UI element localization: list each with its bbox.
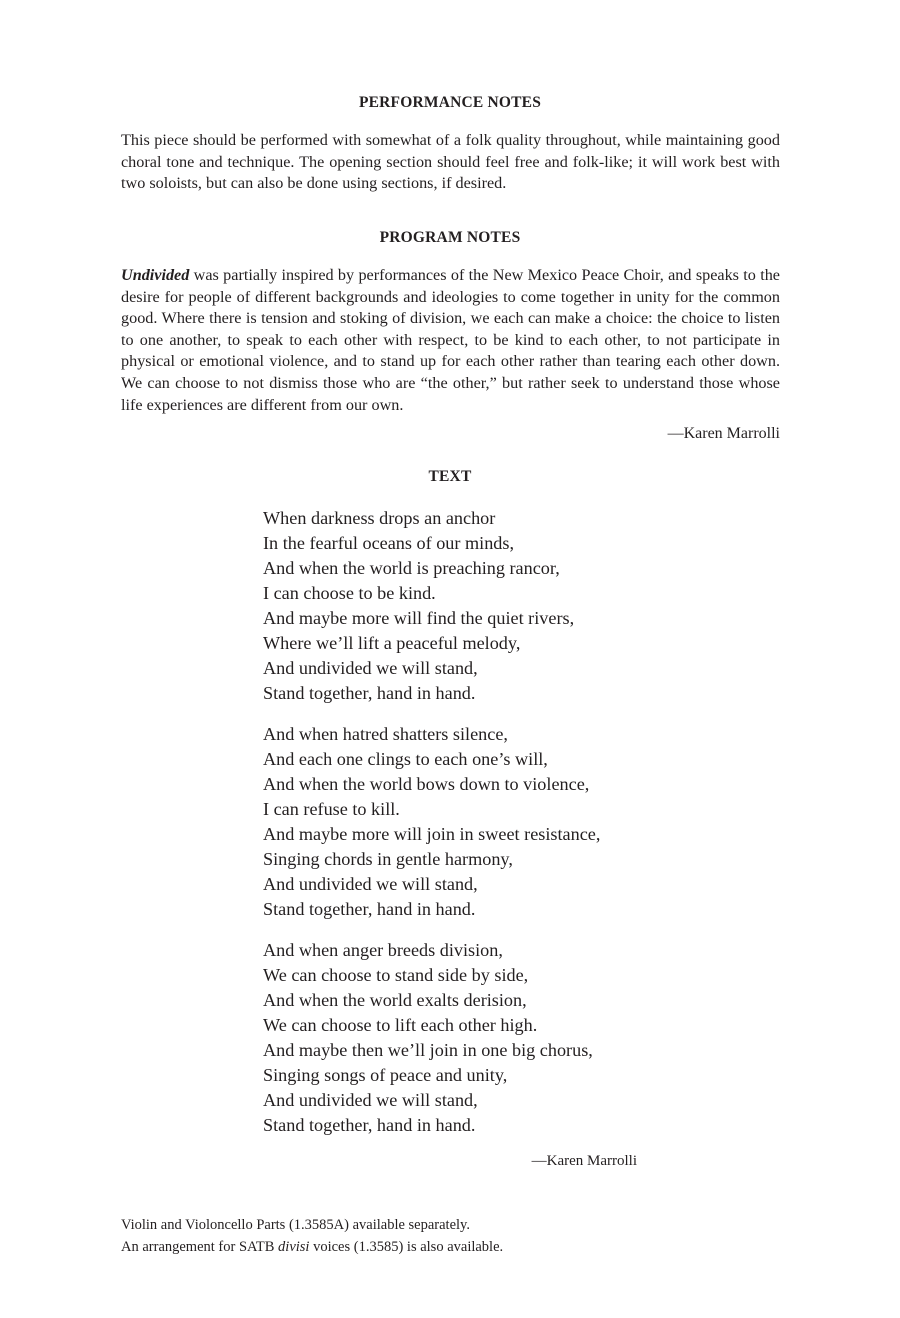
lyric-line: Singing songs of peace and unity, [263, 1065, 508, 1085]
lyric-line: Stand together, hand in hand. [263, 683, 476, 703]
lyric-line: And undivided we will stand, [263, 658, 478, 678]
lyric-line: In the fearful oceans of our minds, [263, 533, 515, 553]
lyric-line: I can refuse to kill. [263, 799, 400, 819]
footer-arrangement-note [121, 1236, 721, 1258]
lyric-line: And maybe more will join in sweet resistance, [263, 824, 601, 844]
program-notes-title-lead: Undivided [121, 266, 190, 284]
program-notes-text: was partially inspired by performances of the New Mexico Peace Choir, and speaks to the desire for people of different backgrounds and ideologies to come together in unity for the common good. Where there is tension and stoking of division, we each can make a choice: the choice to listen to one another, to speak to each other with respect, to be kind to each other, to not participate in physical or emotional violence, and to stand up for each other rather than tearing each other down. We can choose to not dismiss those who are “the other,” but rather seek to understand those whose life experiences are different from our own. [121, 266, 780, 414]
lyric-line: And undivided we will stand, [263, 1090, 478, 1110]
lyric-line: And when hatred shatters silence, [263, 724, 508, 744]
footer-divisi-italic: divisi [278, 1239, 310, 1255]
performance-notes-body: This piece should be performed with somewhat of a folk quality throughout, while maintaining good choral tone and technique. The opening section should feel free and folk-like; it will work best with two soloists, but can also be done using sections, if desired. [121, 131, 780, 193]
footer-arrangement-prefix: An arrangement for SATB [121, 1239, 279, 1255]
text-heading: TEXT [428, 468, 472, 485]
footer-parts-note: Violin and Violoncello Parts (1.3585A) available separately. [121, 1217, 470, 1233]
lyric-line: Stand together, hand in hand. [263, 899, 476, 919]
lyric-line: Stand together, hand in hand. [263, 1115, 476, 1135]
text-attribution: —Karen Marrolli [531, 1153, 637, 1169]
lyric-line: And when the world is preaching rancor, [263, 558, 560, 578]
lyric-line: When darkness drops an anchor [263, 508, 496, 528]
lyric-line: We can choose to lift each other high. [263, 1015, 538, 1035]
program-notes-body [121, 265, 780, 416]
lyric-line: And maybe more will find the quiet rivers, [263, 608, 575, 628]
stanza-2 [263, 722, 683, 922]
program-notes-heading: PROGRAM NOTES [379, 229, 521, 246]
lyric-line: Singing chords in gentle harmony, [263, 849, 513, 869]
lyric-line: And when anger breeds division, [263, 940, 503, 960]
lyric-line: And each one clings to each one’s will, [263, 749, 548, 769]
program-notes-attribution: —Karen Marrolli [667, 425, 780, 442]
stanza-1 [263, 506, 683, 706]
performance-notes-heading: PERFORMANCE NOTES [358, 94, 542, 111]
stanza-3 [263, 938, 683, 1138]
lyric-line: And maybe then we’ll join in one big chorus, [263, 1040, 593, 1060]
lyric-line: And when the world exalts derision, [263, 990, 527, 1010]
footer-notes [121, 1214, 721, 1258]
lyric-line: I can choose to be kind. [263, 583, 436, 603]
lyric-line: And undivided we will stand, [263, 874, 478, 894]
lyric-line: And when the world bows down to violence, [263, 774, 590, 794]
footer-arrangement-suffix: voices (1.3585) is also available. [309, 1239, 504, 1255]
lyric-line: We can choose to stand side by side, [263, 965, 529, 985]
lyric-line: Where we’ll lift a peaceful melody, [263, 633, 521, 653]
